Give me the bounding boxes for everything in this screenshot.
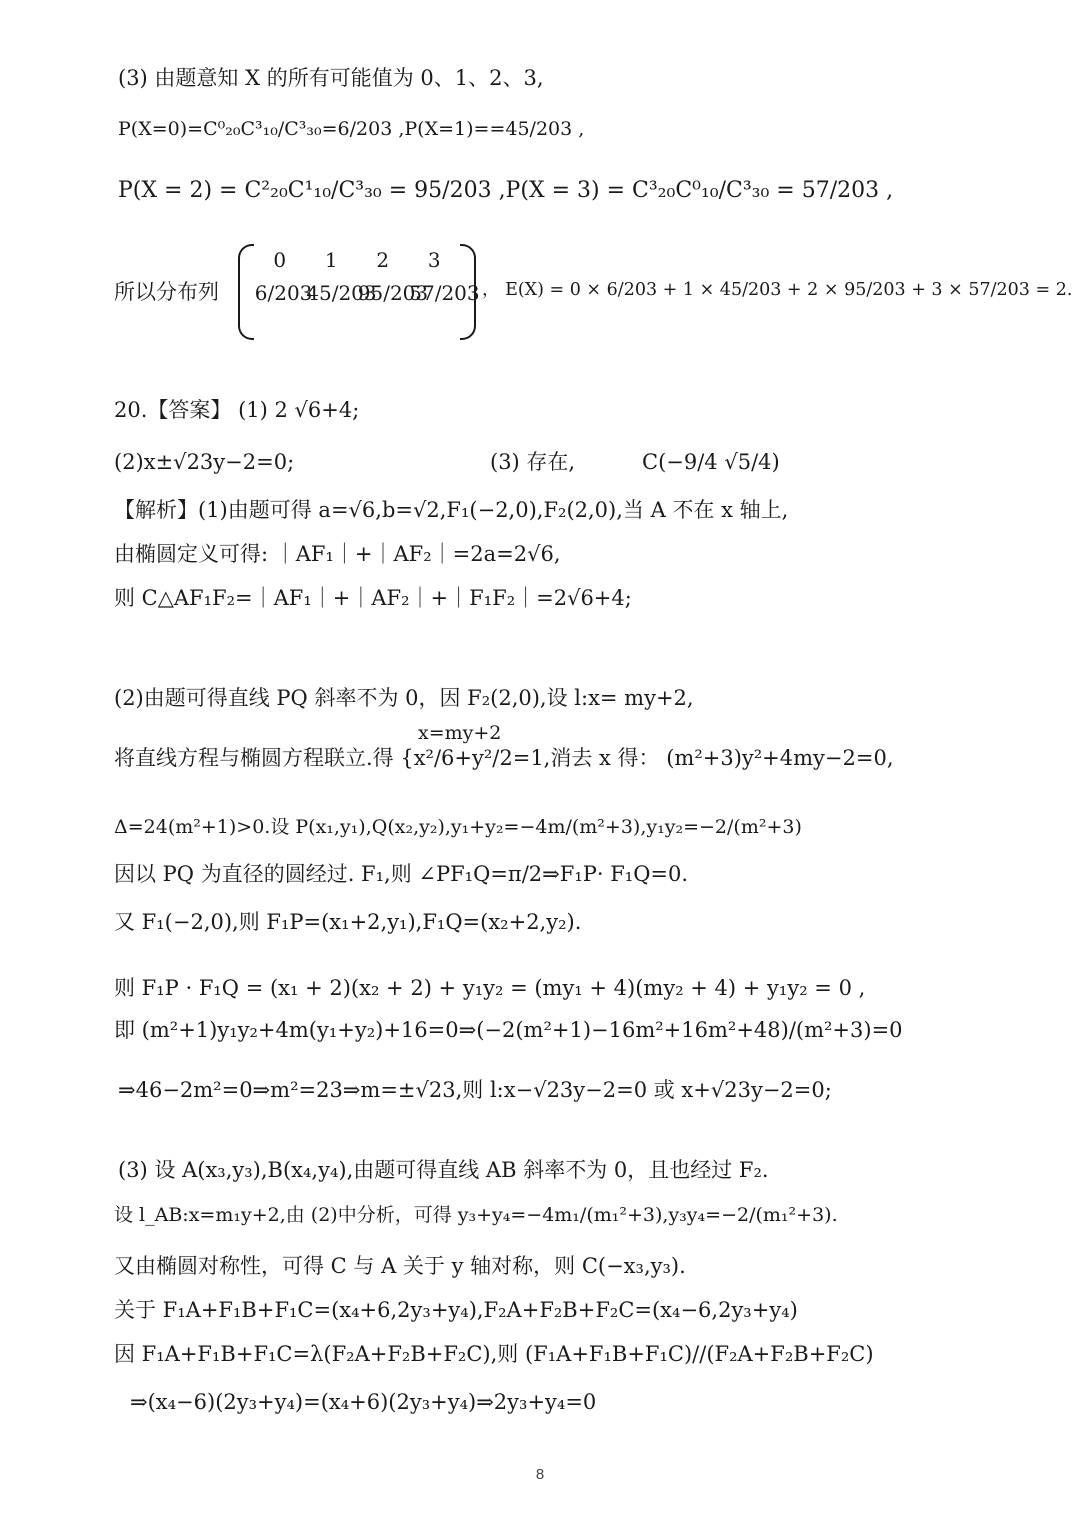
matrix-cell: 0	[273, 248, 287, 272]
matrix-cell: 3	[427, 248, 441, 272]
text-line: 关于 F₁A+F₁B+F₁C=(x₄+6,2y₃+y₄),F₂A+F₂B+F₂C=(x₄−6,2y₃+y₄)	[114, 1298, 798, 1322]
dist-label: 所以分布列	[114, 280, 219, 304]
text-line: (3) 存在,	[490, 450, 576, 474]
left-paren	[238, 244, 254, 340]
text-line: P(X = 2) = C²₂₀C¹₁₀/C³₃₀ = 95/203 ,P(X = 3) = C³₂₀C⁰₁₀/C³₃₀ = 57/203 ,	[118, 178, 894, 203]
text-line: 则 C△AF₁F₂=｜AF₁｜+｜AF₂｜+｜F₁F₂｜=2√6+4;	[114, 586, 632, 610]
page-number: 8	[535, 1466, 545, 1483]
text-line: P(X=0)=C⁰₂₀C³₁₀/C³₃₀=6/203 ,P(X=1)==45/203 ,	[118, 118, 585, 140]
text-line: 又由椭圆对称性，可得 C 与 A 关于 y 轴对称，则 C(−x₃,y₃).	[114, 1254, 686, 1278]
text-line: x=my+2	[418, 722, 502, 744]
text-line: (2)x±√23y−2=0;	[114, 450, 295, 474]
text-line: C(−9/4 √5/4)	[642, 450, 780, 474]
matrix-cell: 1	[324, 248, 338, 272]
text-line: Δ=24(m²+1)>0.设 P(x₁,y₁),Q(x₂,y₂),y₁+y₂=−4m/(m²+3),y₁y₂=−2/(m²+3)	[114, 816, 802, 838]
analysis-line: 【解析】(1)由题可得 a=√6,b=√2,F₁(−2,0),F₂(2,0),当 A 不在 x 轴上,	[114, 498, 789, 522]
matrix-values-row	[254, 248, 460, 272]
distribution-matrix	[238, 244, 480, 336]
text-line: 因 F₁A+F₁B+F₁C=λ(F₂A+F₂B+F₂C),则 (F₁A+F₁B+F₁C)//(F₂A+F₂B+F₂C)	[114, 1342, 874, 1366]
text-line: (3) 设 A(x₃,y₃),B(x₄,y₄),由题可得直线 AB 斜率不为 0，且也经过 F₂.	[118, 1158, 769, 1182]
text-line: 又 F₁(−2,0),则 F₁P=(x₁+2,y₁),F₁Q=(x₂+2,y₂).	[114, 910, 582, 934]
text-line: 设 l_AB:x=m₁y+2,由 (2)中分析，可得 y₃+y₄=−4m₁/(m₁²+3),y₃y₄=−2/(m₁²+3).	[114, 1204, 838, 1226]
text-line: (3) 由题意知 X 的所有可能值为 0、1、2、3,	[118, 66, 544, 90]
text-line: 由椭圆定义可得: ｜AF₁｜+｜AF₂｜=2a=2√6,	[114, 542, 561, 566]
matrix-cell: 57/203	[409, 281, 480, 305]
matrix-cell: 2	[376, 248, 390, 272]
matrix-cell: 95/203	[357, 281, 429, 305]
matrix-cell: 45/203	[306, 281, 377, 305]
matrix-cell: 6/203	[254, 281, 313, 305]
text-line: (2)由题可得直线 PQ 斜率不为 0，因 F₂(2,0),设 l:x= my+2,	[114, 686, 694, 710]
answer-line: 20.【答案】 (1) 2 √6+4;	[114, 398, 360, 422]
text-line: 因以 PQ 为直径的圆经过. F₁,则 ∠PF₁Q=π/2⇒F₁P· F₁Q=0.	[114, 862, 689, 886]
text-line: 则 F₁P · F₁Q = (x₁ + 2)(x₂ + 2) + y₁y₂ = (my₁ + 4)(my₂ + 4) + y₁y₂ = 0 ,	[114, 976, 866, 1000]
expectation-line: ， E(X) = 0 × 6/203 + 1 × 45/203 + 2 × 95/203 + 3 × 57/203 = 2.	[482, 280, 1073, 300]
text-line: ⇒46−2m²=0⇒m²=23⇒m=±√23,则 l:x−√23y−2=0 或 x+√23y−2=0;	[118, 1078, 832, 1102]
text-line: 即 (m²+1)y₁y₂+4m(y₁+y₂)+16=0⇒(−2(m²+1)−16m²+16m²+48)/(m²+3)=0	[114, 1018, 903, 1042]
text-line: ⇒(x₄−6)(2y₃+y₄)=(x₄+6)(2y₃+y₄)⇒2y₃+y₄=0	[130, 1390, 597, 1414]
matrix-probs-row	[254, 281, 480, 305]
text-line: 将直线方程与椭圆方程联立.得 {x²/6+y²/2=1,消去 x 得： (m²+3)y²+4my−2=0,	[114, 746, 894, 770]
